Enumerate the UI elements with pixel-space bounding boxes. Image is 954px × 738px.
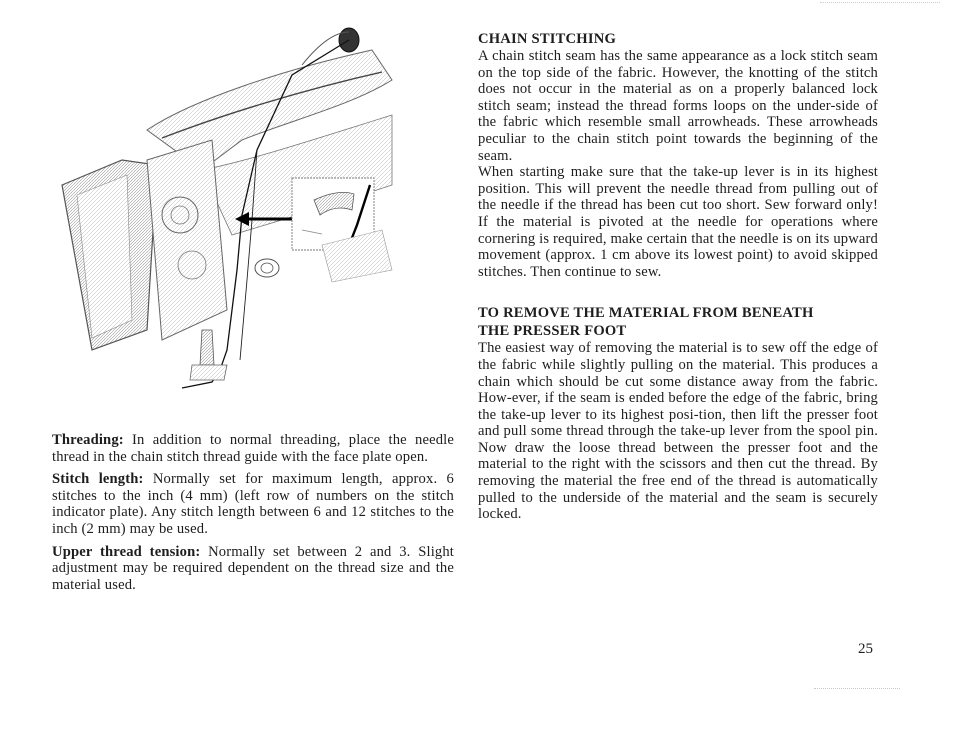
stitch-length-label: Stitch length:: [52, 471, 144, 488]
page-number: 25: [858, 641, 873, 657]
chain-stitching-paragraph-2: When starting make sure that the take-up lever is in its highest position. This will prevent the needle thread from pulling out of the needle if the thread has been cut too short. Sew forward only! If the material is pivoted at the needle for operations where cornering is required, make certain that the needle is on its upward movement (approx. 1 cm above its lowest point) to avoid skipped stitches. Then continue to sew.: [478, 164, 878, 280]
upper-thread-tension-label: Upper thread tension:: [52, 543, 201, 560]
section-spacer: [478, 286, 878, 304]
stitch-length-paragraph: [52, 471, 454, 537]
left-column: [52, 432, 454, 599]
threading-paragraph: [52, 432, 454, 465]
chain-stitching-paragraph-1: A chain stitch seam has the same appearance as a lock stitch seam on the top side of the fabric. However, the knotting of the stitch does not occur in the material as on a properly balanced lock stitch seam; instead the thread forms loops on the under-side of the fabric which resemble small arrowheads. These arrowheads peculiar to the chain stitch point towards the beginning of the seam.: [478, 48, 878, 164]
threading-text: In addition to normal threading, place the needle thread in the chain stitch thread guide with the face plate open.: [52, 432, 454, 465]
threading-label: Threading:: [52, 432, 124, 448]
remove-material-heading-line-1: TO REMOVE THE MATERIAL FROM BENEATH: [478, 305, 814, 322]
right-column: [478, 30, 878, 529]
scan-artifact-line: [820, 2, 940, 4]
stitch-length-text: Normally set for maximum length, approx. 6 stitches to the inch (4 mm) (left row of numbers on the stitch indicator plate). Any stitch length between 6 and 12 stitches to the inch (2 mm) may be used.: [52, 471, 454, 537]
upper-thread-tension-paragraph: [52, 544, 454, 594]
remove-material-heading-line-2: THE PRESSER FOOT: [478, 323, 627, 340]
remove-material-paragraph: The easiest way of removing the material is to sew off the edge of the fabric while slightly pulling on the material. This produces a chain which should be cut some distance away from the fabric. How-ever, if the seam is ended before the edge of the fabric, bring the take-up lever to its highest posi-tion, then lift the presser foot and pull some thread through the take-up lever from the spool pin. Now draw the loose thread between the presser foot and the material to the right with the scissors and then cut the thread. By removing the material the free end of the thread is automatically pulled to the underside of the material and the seam is securely locked.: [478, 340, 878, 523]
scan-artifact-line-bottom: [814, 688, 900, 690]
chain-stitching-heading: CHAIN STITCHING: [478, 31, 617, 47]
sewing-machine-illustration: [52, 20, 412, 420]
upper-thread-tension-text: Normally set between 2 and 3. Slight adjustment may be required dependent on the thread size and the material used.: [52, 543, 454, 593]
